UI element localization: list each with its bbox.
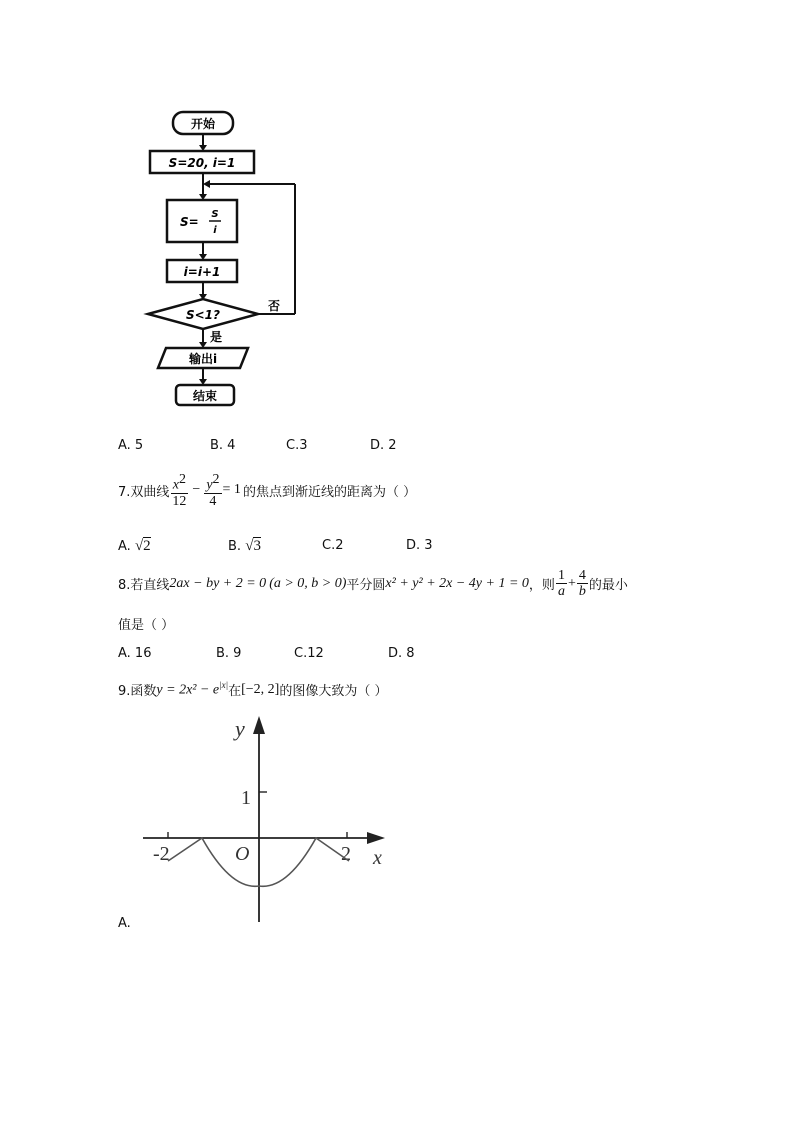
q8-circle-eq: x² + y² + 2x − 4y + 1 = 0 <box>385 575 529 591</box>
flowchart-compute-lhs: S= <box>180 215 199 229</box>
flowchart-condition: S<1? <box>185 308 221 322</box>
q6-option-c: C.3 <box>286 438 308 453</box>
flowchart-end: 结束 <box>192 389 218 403</box>
tick-label-2: 2 <box>341 843 351 865</box>
flowchart-yes: 是 <box>210 330 223 344</box>
flowchart-increment: i=i+1 <box>183 265 221 279</box>
flowchart-compute-num: S <box>211 209 219 220</box>
q9-graph-a <box>135 710 395 930</box>
q8-line-eq: 2ax − by + 2 = 0 <box>169 575 267 591</box>
q7-option-c: C.2 <box>322 538 344 553</box>
q7-frac-x: $\frac{x^2}{12}$ <box>172 472 187 509</box>
q8-option-d: D. 8 <box>388 646 415 661</box>
q9-suffix: 的图像大致为（ ） <box>279 684 388 699</box>
flowchart-output: 输出i <box>188 352 218 366</box>
tick-label-neg2: -2 <box>153 843 170 865</box>
q8-frac-2: $\frac{4}{b}$ <box>578 568 586 599</box>
q9-interval-pre: 在 <box>228 684 242 699</box>
q8-suffix: 的最小 <box>588 578 628 593</box>
q7-option-a: A. √2 <box>118 538 151 554</box>
q7-option-b: B. √3 <box>228 538 261 554</box>
q8-frac-1: $\frac{1}{a}$ <box>557 568 565 599</box>
flowchart-init: S=20, i=1 <box>168 156 236 170</box>
q8-question: 8.若直线 2ax − by + 2 = 0 (a > 0, b > 0) 平分圆 x² + y² + 2x − 4y + 1 = 0 ，则 $\frac{1}{a}$ + $\frac{4}{b}$ 的最小 <box>118 568 628 599</box>
q9-interval: [−2, 2] <box>241 681 280 697</box>
q9-func: $y = 2x^2 - e^{|x|}$ <box>156 680 229 698</box>
q8-cond: (a > 0, b > 0) <box>269 575 347 591</box>
q8-then: ，则 <box>528 578 555 593</box>
q7-frac-y: $\frac{y^2}{4}$ <box>206 472 220 509</box>
origin-label: O <box>235 843 250 865</box>
y-axis-arrow <box>253 716 265 734</box>
q7-eq-rhs: = 1 <box>222 482 241 498</box>
q8-option-b: B. 9 <box>216 646 242 661</box>
y-axis-label: y <box>235 716 245 741</box>
q8-line2: 值是（ ） <box>118 618 175 633</box>
q6-option-a: A. 5 <box>118 438 144 453</box>
flowchart-compute-box <box>167 200 237 242</box>
q8-mid: 平分圆 <box>346 578 386 593</box>
q8-option-c: C.12 <box>294 646 324 661</box>
q9-prefix: 9.函数 <box>118 684 157 699</box>
q6-option-d: D. 2 <box>370 438 397 453</box>
q9-question <box>118 680 387 699</box>
flowchart <box>140 105 315 410</box>
flowchart-no: 否 <box>268 299 281 313</box>
tick-label-1: 1 <box>241 787 251 809</box>
q7-prefix: 7.双曲线 <box>118 484 170 500</box>
q9-option-a: A. <box>118 916 131 931</box>
flowchart-start: 开始 <box>190 117 216 131</box>
q8-option-a: A. 16 <box>118 646 152 661</box>
q7-question: 7.双曲线 $\frac{x^2}{12}$ − $\frac{y^2}{4}$ = 1 的焦点到渐近线的距离为（ ） <box>118 472 417 509</box>
q7-option-d: D. 3 <box>406 538 433 553</box>
q8-prefix: 8.若直线 <box>118 578 170 593</box>
x-axis-arrow <box>367 832 385 844</box>
q7-suffix: 的焦点到渐近线的距离为（ ） <box>242 484 417 500</box>
flowchart-compute-den: i <box>213 225 217 236</box>
x-axis-label: x <box>373 847 382 869</box>
q6-option-b: B. 4 <box>210 438 236 453</box>
